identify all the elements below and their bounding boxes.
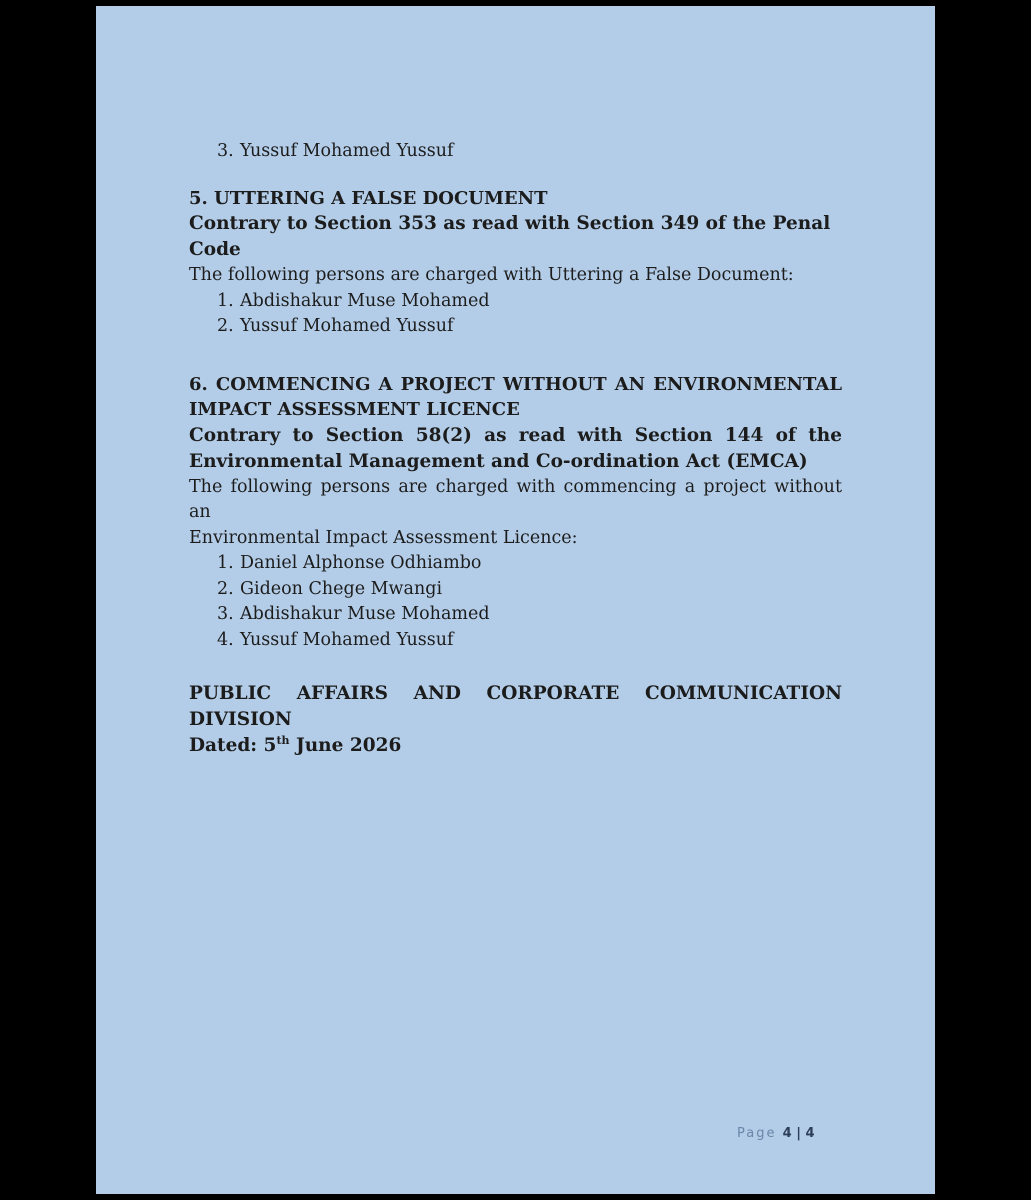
section6-heading-line2: IMPACT ASSESSMENT LICENCE	[189, 399, 520, 420]
person-name: Abdishakur Muse Mohamed	[240, 290, 490, 311]
section6-heading	[189, 372, 842, 423]
list-item	[189, 577, 842, 603]
dated-line	[189, 733, 842, 759]
section6-intro	[189, 475, 842, 552]
list-item	[189, 551, 842, 577]
list-number: 2.	[217, 316, 234, 336]
dated-prefix: Dated: 5	[189, 735, 277, 756]
section6-heading-line1: 6. COMMENCING A PROJECT WITHOUT AN ENVIRONMENTAL	[189, 373, 842, 395]
section5-heading: 5. UTTERING A FALSE DOCUMENT	[189, 187, 548, 209]
page-label: Page	[737, 1126, 777, 1141]
section6-statute-line1: Contrary to Section 58(2) as read with Section 144 of the	[189, 424, 842, 446]
list-item	[189, 314, 842, 340]
person-name: Yussuf Mohamed Yussuf	[240, 141, 454, 161]
division-line1: PUBLIC AFFAIRS AND CORPORATE COMMUNICATION	[189, 683, 842, 704]
dated-suffix: June 2026	[289, 735, 402, 756]
list-number: 3.	[217, 604, 234, 624]
list-number: 2.	[217, 578, 234, 599]
page-footer	[737, 1126, 815, 1141]
section6-list	[189, 551, 842, 653]
person-name: Gideon Chege Mwangi	[240, 578, 443, 599]
section6-intro-line1: The following persons are charged with commencing a project without an	[189, 476, 842, 522]
section6-intro-line2: Environmental Impact Assessment Licence:	[189, 527, 578, 548]
list-number: 4.	[217, 629, 234, 650]
document-page	[96, 6, 935, 1194]
person-name: Daniel Alphonse Odhiambo	[240, 553, 482, 573]
dated-ordinal: th	[276, 734, 290, 747]
person-name: Yussuf Mohamed Yussuf	[240, 316, 454, 336]
list-number: 1.	[217, 553, 234, 573]
page-number: 4 | 4	[782, 1126, 815, 1141]
list-number: 1.	[217, 290, 234, 311]
issuing-division	[189, 681, 842, 733]
person-name: Yussuf Mohamed Yussuf	[240, 629, 454, 650]
page-content	[189, 139, 842, 759]
list-item	[189, 628, 842, 654]
section6-statute-line2: Environmental Management and Co-ordination Act (EMCA)	[189, 450, 808, 472]
division-line2: DIVISION	[189, 709, 292, 730]
section5-statute: Contrary to Section 353 as read with Section 349 of the Penal Code	[189, 213, 831, 260]
list-item	[189, 602, 842, 628]
list-item	[189, 139, 842, 165]
section4-list-tail	[189, 139, 842, 165]
section6-statute	[189, 423, 842, 475]
list-item	[189, 289, 842, 315]
section5-list	[189, 289, 842, 340]
person-name: Abdishakur Muse Mohamed	[240, 604, 490, 624]
list-number: 3.	[217, 141, 234, 161]
section5-intro: The following persons are charged with Uttering a False Document:	[189, 265, 794, 285]
